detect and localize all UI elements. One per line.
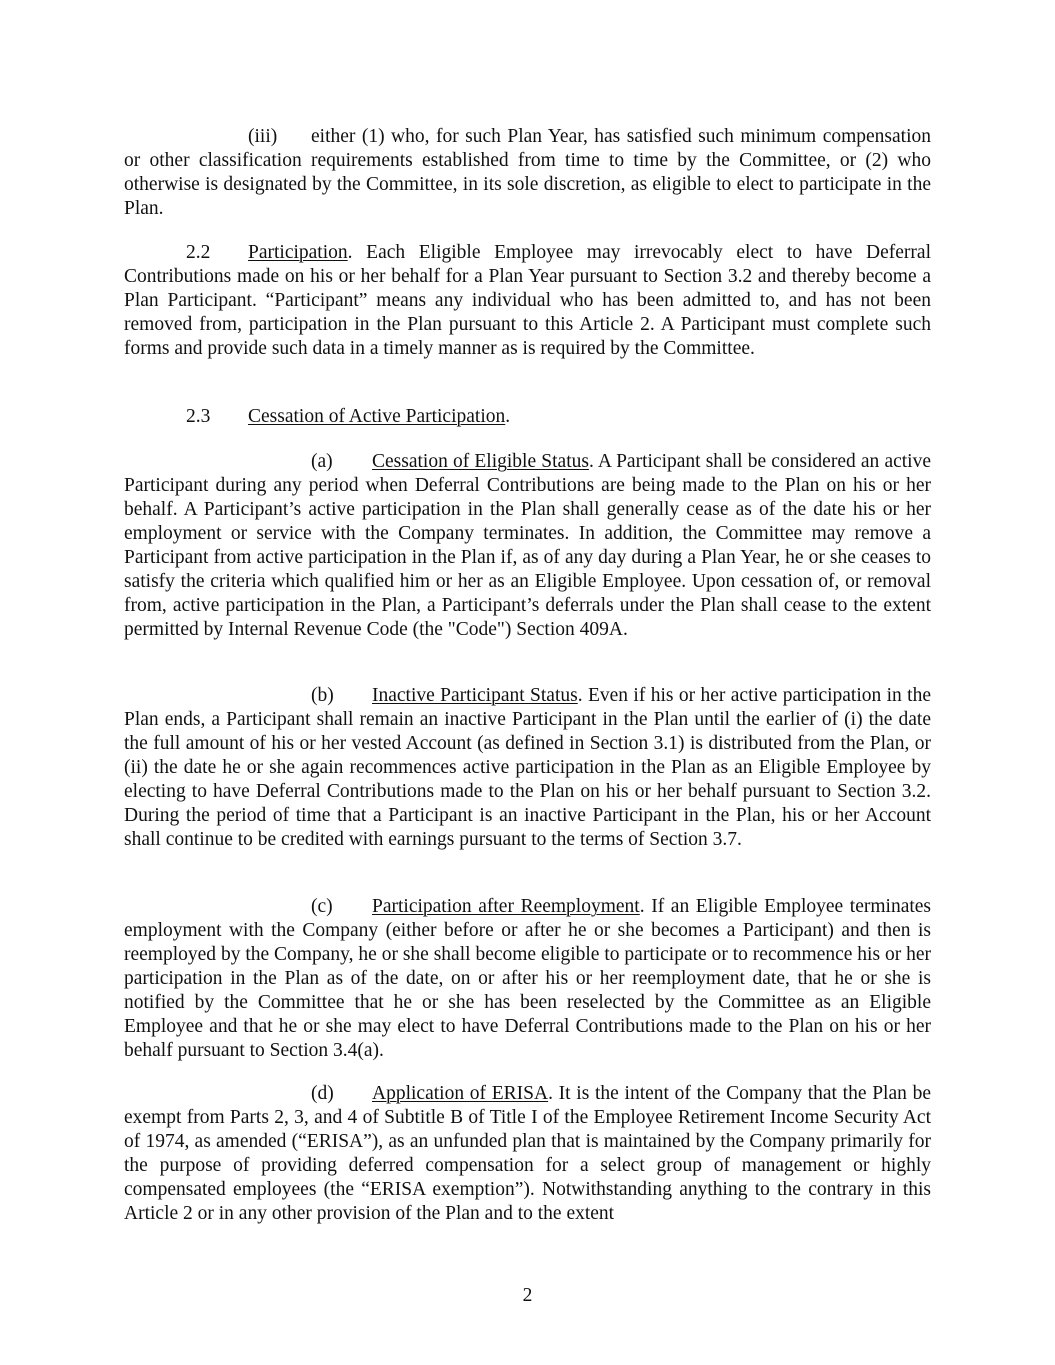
section-2-3-number: 2.3 — [186, 406, 211, 427]
subsection-d-label: (d) — [311, 1083, 334, 1104]
subsection-c: (c) Participation after Reemployment. If an Eligible Employee terminates employment with the Company (either before or after he or she becomes a Participant) and then is reemployed by the Company, he or she shall become eligible to participate or to recommence his or her participation in the Plan as of the date, on or after his or her reemployment date, that he or she is notified by the Committee that he or she has been reselected by the Committee as an Eligible Employee and that he or she may elect to have Deferral Contributions made to the Plan on his or her behalf pursuant to Section 3.4(a). — [124, 896, 932, 1061]
subsection-c-label: (c) — [311, 896, 333, 917]
clause-iii-text: either (1) who, for such Plan Year, has satisfied such minimum compensation or other classification requirements established from time to time by the Committee, or (2) who otherwise is designated by the Committee, in its sole discretion, as eligible to elect to participate in the Plan. — [124, 126, 931, 219]
subsection-d: (d) Application of ERISA. It is the intent of the Company that the Plan be exempt from Parts 2, 3, and 4 of Subtitle B of Title I of the Employee Retirement Income Security Act of 1974, as amended (“ERISA”), as an unfunded plan that is maintained by the Company primarily for the purpose of providing deferred compensation for a select group of management or highly compensated employees (the “ERISA exemption”). Notwithstanding anything to the contrary in this Article 2 or in any other provision of the Plan and to the extent — [124, 1083, 931, 1224]
section-2-2-number: 2.2 — [186, 242, 211, 263]
section-2-2: 2.2 Participation. Each Eligible Employee may irrevocably elect to have Deferral Contributions made on his or her behalf for a Plan Year pursuant to Section 3.2 and thereby become a Plan Participant. “Participant” means any individual who has been admitted to, and has not been removed from, participation in the Plan pursuant to this Article 2. A Participant must complete such forms and provide such data in a timely manner as is required by the Committee. — [124, 242, 931, 359]
subsection-d-text: It is the intent of the Company that the Plan be exempt from Parts 2, 3, and 4 of Subtitle B of Title I of the Employee Retirement Income Security Act of 1974, as amended (“ERISA”), as an unfunded plan that is maintained by the Company primarily for the purpose of providing deferred compensation for a select group of management or highly compensated employees (the “ERISA exemption”). Notwithstanding anything to the contrary in this Article 2 or in any other provision of the Plan and to the extent — [124, 1083, 931, 1224]
page-number: 2 — [522, 1285, 533, 1306]
subsection-b-text: Even if his or her active participation in the Plan ends, a Participant shall remain an inactive Participant in the Plan until the earlier of (i) the date the full amount of his or her vested Account (as defined in Section 3.1) is distributed from the Plan, or (ii) the date he or she again recommences active participation in the Plan as an Eligible Employee by electing to have Deferral Contributions made to the Plan on his or her behalf pursuant to Section 3.2. During the period of time that a Participant is an inactive Participant in the Plan, his or her Account shall continue to be credited with earnings pursuant to the terms of Section 3.7. — [124, 685, 932, 850]
subsection-b-heading: Inactive Participant Status — [372, 685, 578, 706]
subsection-b-label: (b) — [311, 685, 334, 706]
section-2-2-heading: Participation — [248, 242, 348, 263]
section-2-3: 2.3 Cessation of Active Participation. — [186, 406, 511, 427]
subsection-c-heading: Participation after Reemployment — [372, 896, 640, 917]
subsection-a: (a) Cessation of Eligible Status. A Participant shall be considered an active Participant during any period when Deferral Contributions are being made to the Plan on his or her behalf. A Participant’s active participation in the Plan shall generally cease as of the date his or her employment or service with the Company terminates. In addition, the Committee may remove a Participant from active participation in the Plan if, as of any day during a Plan Year, he or she ceases to satisfy the criteria which qualified him or her as an Eligible Employee. Upon cessation of, or removal from, active participation in the Plan, a Participant’s deferrals under the Plan shall cease to the extent permitted by Internal Revenue Code (the "Code") Section 409A. — [124, 451, 931, 640]
clause-iii — [124, 125, 931, 221]
subsection-a-label: (a) — [311, 451, 333, 472]
subsection-b: (b) Inactive Participant Status. Even if his or her active participation in the Plan ends, a Participant shall remain an inactive Participant in the Plan until the earlier of (i) the date the full amount of his or her vested Account (as defined in Section 3.1) is distributed from the Plan, or (ii) the date he or she again recommences active participation in the Plan as an Eligible Employee by electing to have Deferral Contributions made to the Plan on his or her behalf pursuant to Section 3.2. During the period of time that a Participant is an inactive Participant in the Plan, his or her Account shall continue to be credited with earnings pursuant to the terms of Section 3.7. — [124, 685, 932, 850]
subsection-a-text: A Participant shall be considered an active Participant during any period when Deferral Contributions are being made to the Plan on his or her behalf. A Participant’s active participation in the Plan shall generally cease as of the date his or her employment or service with the Company terminates. In addition, the Committee may remove a Participant from active participation in the Plan if, as of any day during a Plan Year, he or she ceases to satisfy the criteria which qualified him or her as an Eligible Employee. Upon cessation of, or removal from, active participation in the Plan, a Participant’s deferrals under the Plan shall cease to the extent permitted by Internal Revenue Code (the "Code") Section 409A. — [124, 451, 931, 640]
subsection-a-heading: Cessation of Eligible Status — [372, 451, 589, 472]
section-2-3-heading: Cessation of Active Participation — [248, 406, 506, 427]
subsection-c-text: If an Eligible Employee terminates employment with the Company (either before or after he or she becomes a Participant) and then is reemployed by the Company, he or she shall become eligible to participate or to recommence his or her participation in the Plan as of the date, on or after his or her reemployment date, that he or she is notified by the Committee that he or she has been reselected by the Committee as an Eligible Employee and that he or she may elect to have Deferral Contributions made to the Plan on his or her behalf pursuant to Section 3.4(a). — [124, 896, 932, 1061]
subsection-d-heading: Application of ERISA — [372, 1083, 549, 1104]
section-2-2-text: Each Eligible Employee may irrevocably elect to have Deferral Contributions made on his or her behalf for a Plan Year pursuant to Section 3.2 and thereby become a Plan Participant. “Participant” means any individual who has been admitted to, and has not been removed from, participation in the Plan pursuant to this Article 2. A Participant must complete such forms and provide such data in a timely manner as is required by the Committee. — [124, 242, 931, 359]
clause-iii-label: (iii) — [248, 126, 278, 147]
